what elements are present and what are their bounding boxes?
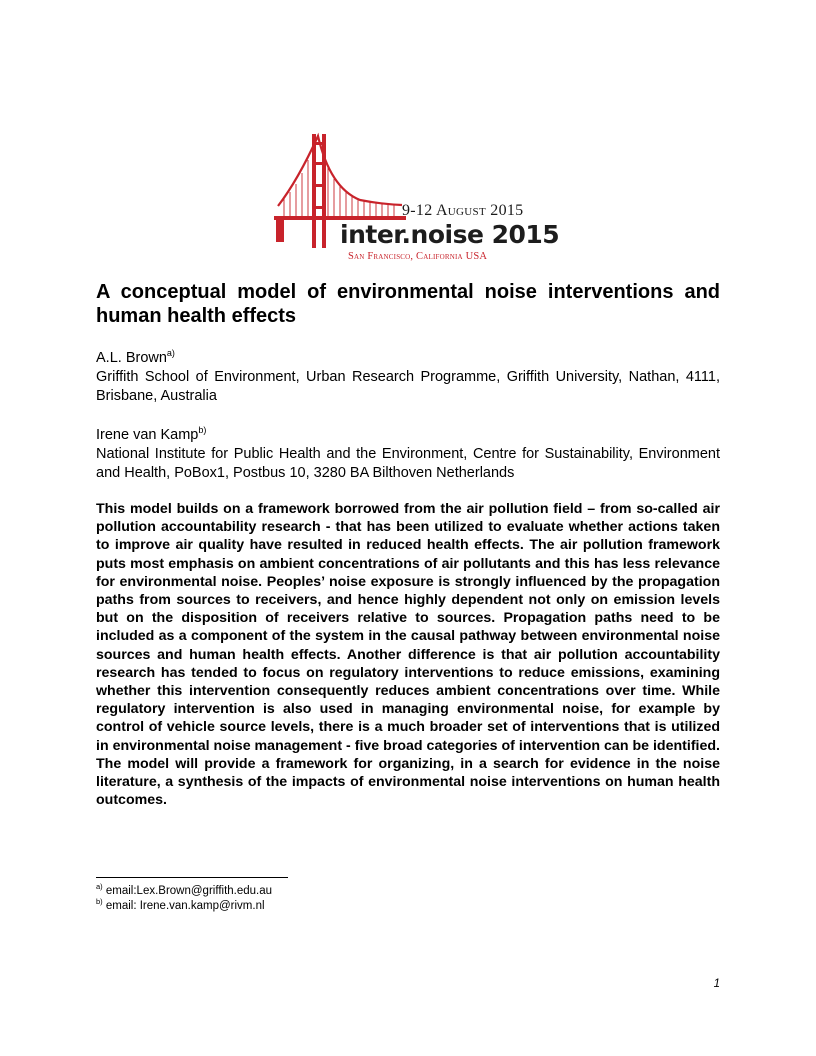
conference-date: 9-12 August 2015 [402, 202, 524, 219]
conference-location: San Francisco, California USA [348, 251, 488, 262]
author-block-2 [96, 426, 720, 483]
author-mark-2: b) [198, 425, 207, 436]
footnote-email-2[interactable]: email: Irene.van.kamp@rivm.nl [102, 900, 265, 912]
author-affiliation-2: National Institute for Public Health and the Environment, Centre for Sustainability, Environment and Health, PoBox1, Postbus 10, 3280 BA Bilthoven Netherlands [96, 446, 720, 481]
author-affiliation-1: Griffith School of Environment, Urban Research Programme, Griffith University, Nathan, 4111, Brisbane, Australia [96, 369, 720, 404]
footnote-2: $^{b)}$ email: Irene.van.kamp@rivm.nl [96, 897, 265, 912]
page-number: 1 [713, 978, 720, 990]
footnote-email-1[interactable]: email:Lex.Brown@griffith.edu.au [102, 885, 273, 897]
footnote-1: $^{a)}$ email:Lex.Brown@griffith.edu.au [96, 882, 273, 897]
footnote-divider [96, 877, 288, 878]
conference-logo [270, 128, 560, 268]
author-block-1 [96, 349, 720, 406]
abstract: This model builds on a framework borrowed from the air pollution field – from so-called air pollution accountability research - that has been utilized to evaluate whether actions taken to improve air quality have resulted in reduced health effects. The air pollution framework puts most emphasis on ambient concentrations of air pollutants and this has less relevance for environmental noise. Peoples’ noise exposure is strongly influenced by the propagation paths from sources to receivers, and hence highly dependent not only on emission levels but on the disposition of receivers relative to sources. Propagation paths need to be included as a component of the system in the causal pathway between environmental noise sources and human health effects. Another difference is that air pollution accountability research has tended to focus on regulatory interventions to reduce emissions, examining whether this intervention consequently reduces ambient concentrations over time. While regulatory intervention is also used in managing environmental noise, for example by control of vehicle source levels, there is a much broader set of interventions that is utilized in environmental noise management - five broad categories of intervention can be identified. The model will provide a framework for organizing, in a search for evidence in the noise literature, a synthesis of the impacts of environmental noise interventions on human health outcomes. [96, 501, 720, 809]
author-name-1: A.L. Brown$^{a)}$ [96, 348, 175, 366]
paper-title: A conceptual model of environmental noise interventions and human health effects [96, 281, 720, 327]
author-name-2: Irene van Kamp$^{b)}$ [96, 425, 207, 443]
conference-name: inter.noise 2015 [340, 220, 560, 249]
author-mark-1: a) [166, 348, 175, 359]
